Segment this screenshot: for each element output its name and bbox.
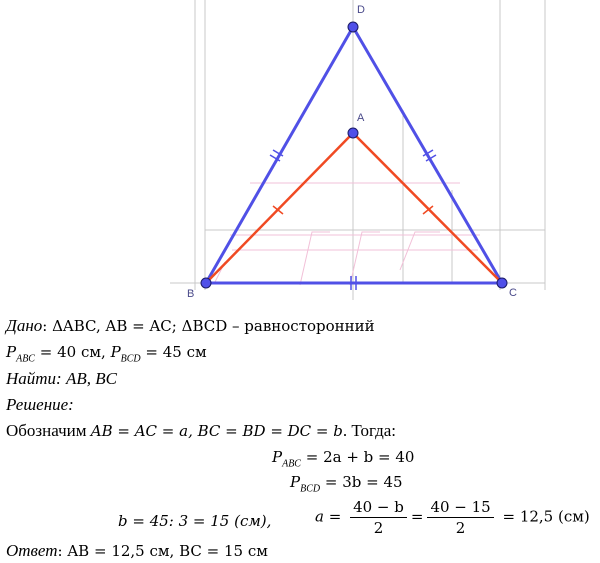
p-abc-value: = 40 см, bbox=[34, 343, 111, 361]
given-text: : ΔABC, AB = AC; ΔBCD – равносторонний bbox=[42, 317, 375, 335]
fraction-2-den: 2 bbox=[455, 519, 466, 537]
answer-text: : AB = 12,5 см, BC = 15 см bbox=[57, 542, 268, 560]
p-bcd-symbol: P bbox=[110, 343, 121, 361]
solution-label: Решение: bbox=[6, 395, 74, 414]
label-b: B bbox=[187, 288, 195, 300]
denote-expr: AB = AC = a, BC = BD = DC = b bbox=[90, 422, 343, 440]
point-d bbox=[348, 22, 358, 32]
fraction-1 bbox=[350, 497, 407, 538]
fraction-1-den: 2 bbox=[373, 519, 384, 537]
eq1-sub: ABC bbox=[282, 458, 301, 470]
given-line bbox=[6, 315, 375, 337]
vertices bbox=[201, 22, 507, 288]
perimeters-line bbox=[6, 341, 207, 370]
b-value-line bbox=[118, 510, 271, 532]
denote-line bbox=[6, 420, 396, 442]
p-abc-sub: ABC bbox=[16, 353, 35, 365]
fraction-2 bbox=[427, 497, 493, 538]
p-abc-symbol: P bbox=[6, 343, 17, 361]
fraction-2-num: 40 − 15 bbox=[427, 497, 493, 518]
answer-label: Ответ bbox=[6, 541, 58, 560]
denote-then: . Тогда: bbox=[342, 421, 397, 440]
a-result: = 12,5 (см) bbox=[497, 507, 590, 526]
label-d: D bbox=[357, 4, 365, 16]
equation-2 bbox=[290, 471, 403, 500]
eq2-rest: = 3b = 45 bbox=[320, 473, 403, 491]
triangle-bcd bbox=[206, 27, 502, 283]
point-c bbox=[497, 278, 507, 288]
denote-word: Обозначим bbox=[6, 421, 91, 440]
eq2-sub: BCD bbox=[300, 483, 321, 495]
a-value-line: a = $\frac{40 - b}{2}$ = $\frac{40 - 15}{2}$ = 12,5 (см) bbox=[315, 498, 590, 537]
construction-lines bbox=[170, 0, 545, 300]
eq1-rest: = 2a + b = 40 bbox=[300, 448, 415, 466]
point-b bbox=[201, 278, 211, 288]
a-prefix: a = bbox=[315, 507, 347, 526]
label-a: A bbox=[357, 112, 365, 124]
given-label: Дано bbox=[6, 316, 43, 335]
answer-line bbox=[6, 540, 268, 562]
eq1-symbol: P bbox=[272, 448, 283, 466]
b-value: b = 45: 3 = 15 (см), bbox=[118, 512, 272, 530]
fraction-1-num: 40 − b bbox=[350, 497, 407, 518]
point-a bbox=[348, 128, 358, 138]
label-c: C bbox=[509, 287, 517, 299]
find-line: Найти: AB, BC bbox=[6, 369, 117, 388]
eq2-symbol: P bbox=[290, 473, 301, 491]
p-bcd-value: = 45 см bbox=[140, 343, 207, 361]
p-bcd-sub: BCD bbox=[120, 353, 141, 365]
